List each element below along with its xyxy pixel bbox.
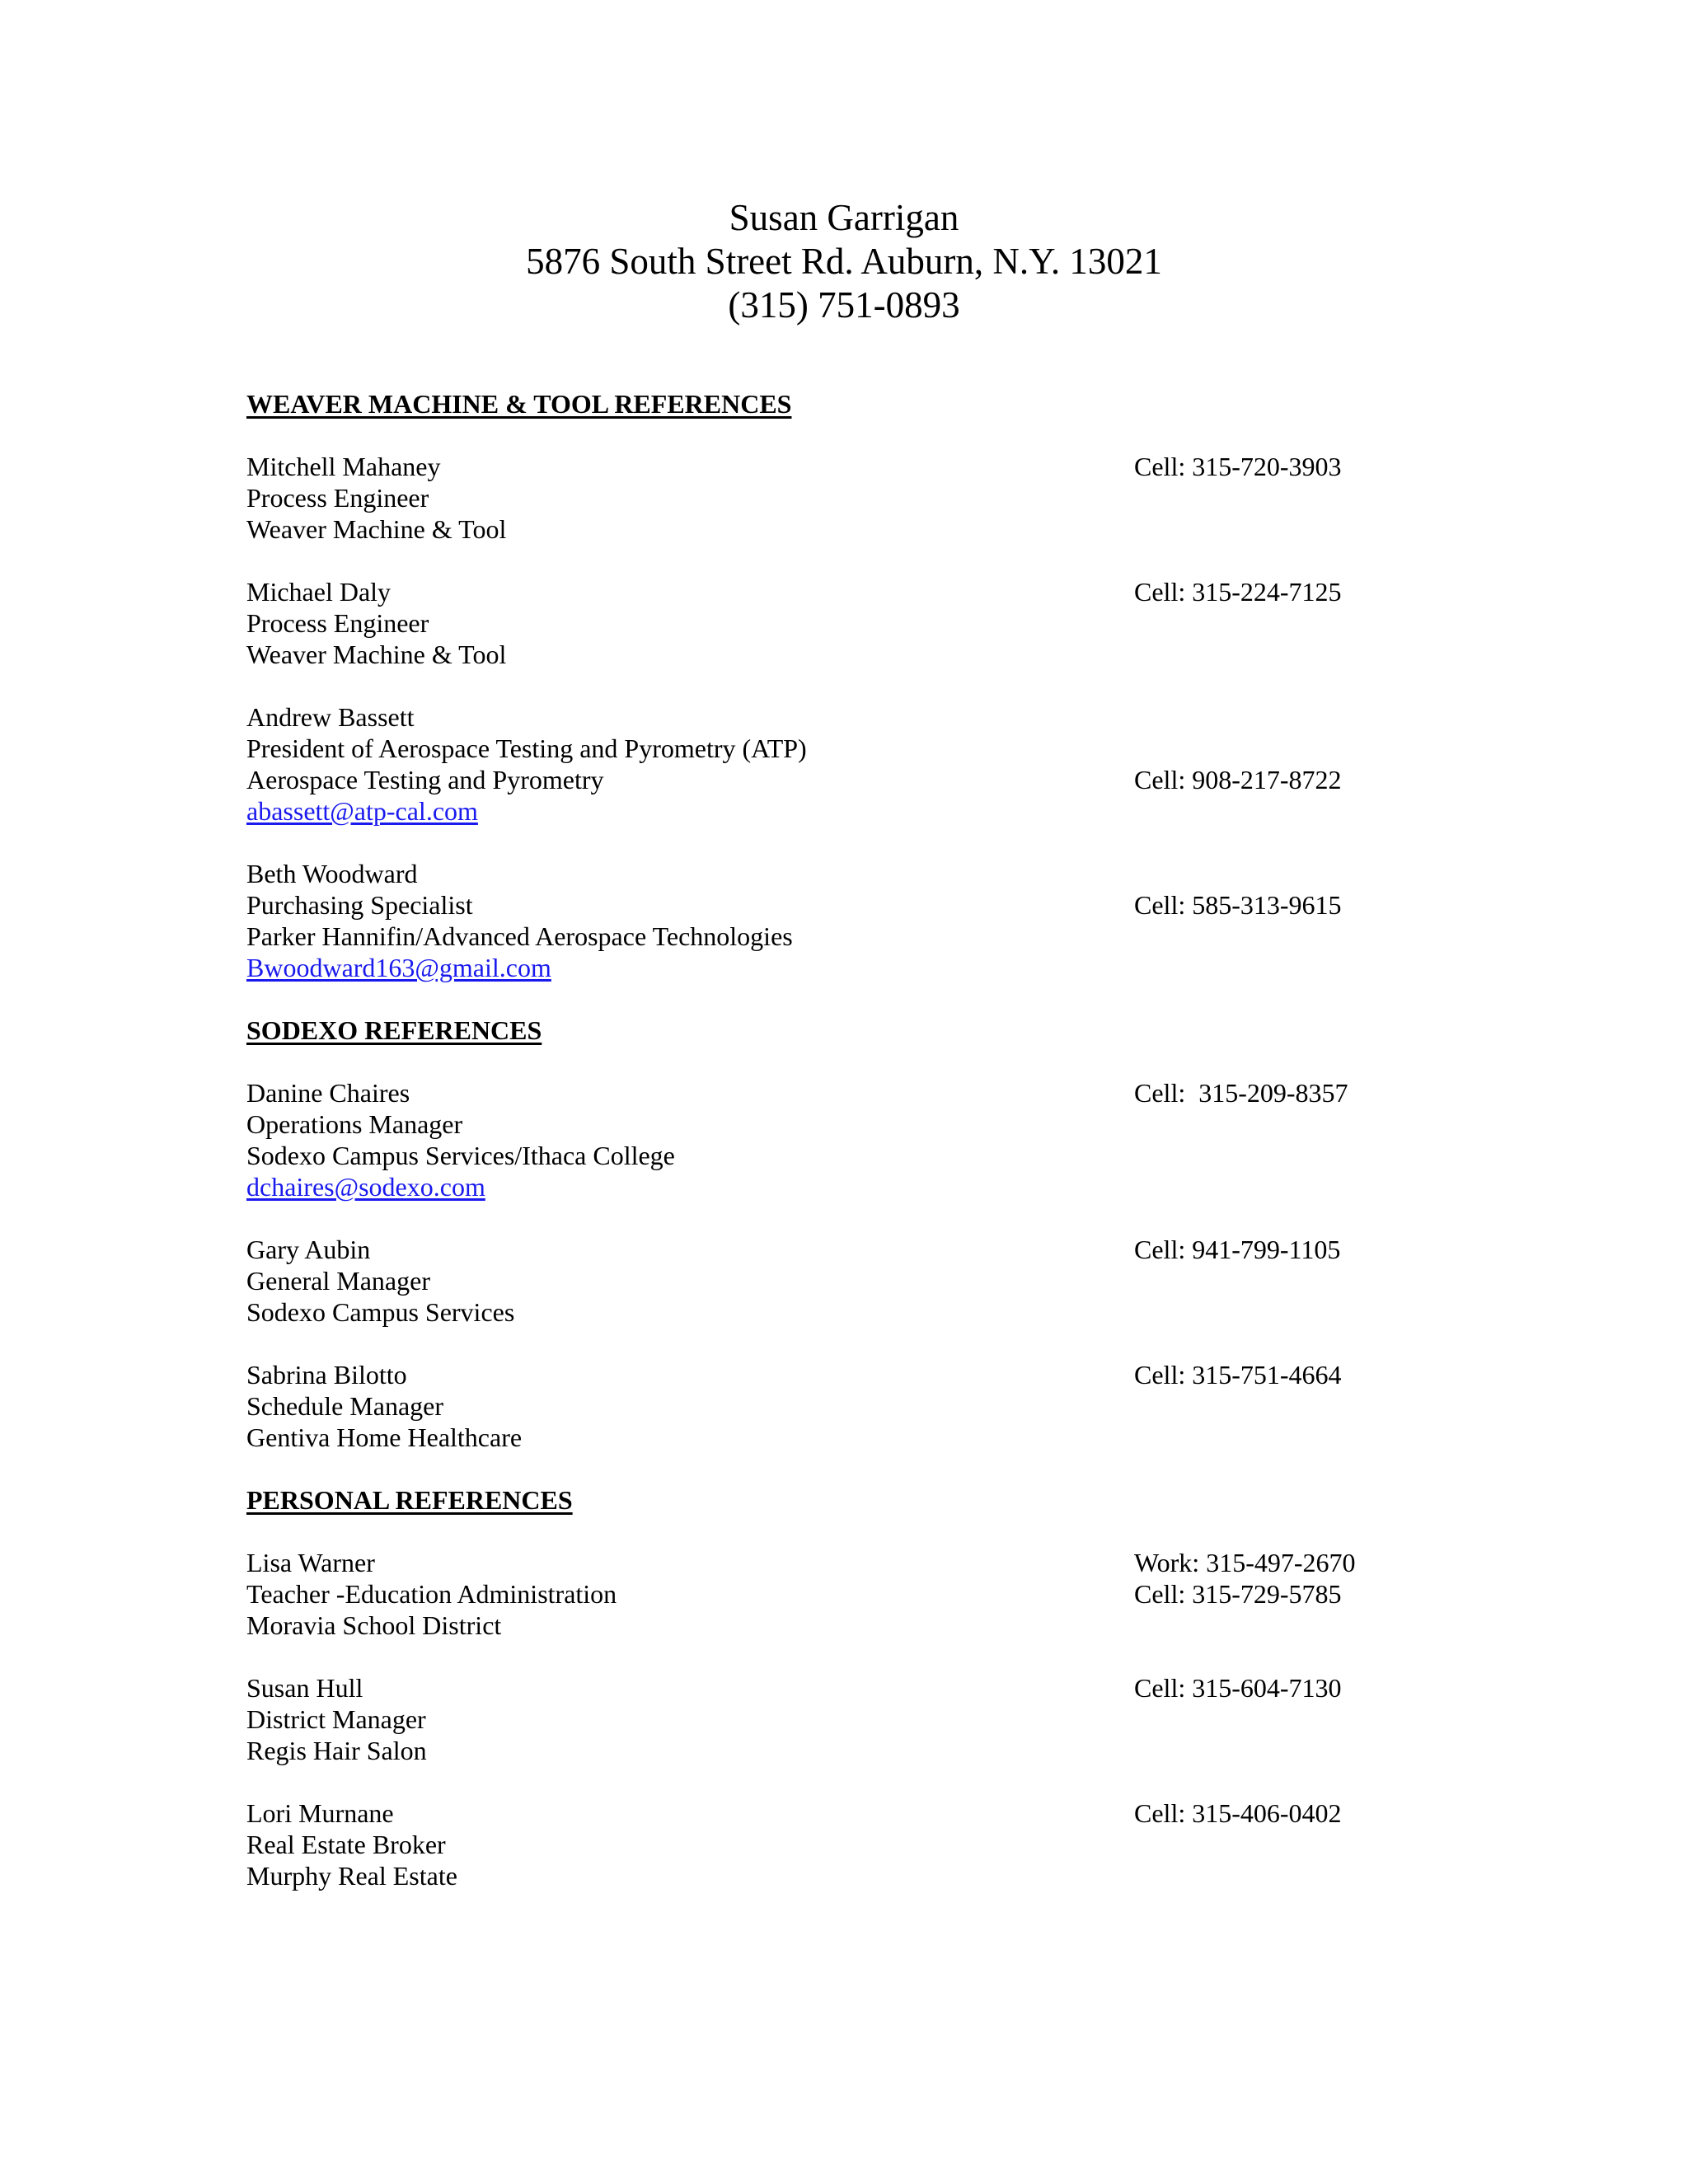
- reference-line: [246, 451, 1433, 482]
- reference-title: Real Estate Broker: [246, 1830, 446, 1859]
- reference-company: Weaver Machine & Tool: [246, 640, 507, 669]
- reference-title: Process Engineer: [246, 483, 429, 513]
- reference-phone: Cell: 315-209-8357: [1134, 1078, 1348, 1108]
- section-heading-personal: PERSONAL REFERENCES: [246, 1485, 573, 1515]
- reference-line: [246, 1108, 1433, 1140]
- reference-line: [246, 1735, 1433, 1766]
- reference-title: President of Aerospace Testing and Pyrometry (ATP): [246, 733, 807, 763]
- reference-line: [246, 576, 1433, 607]
- reference-title: Purchasing Specialist: [246, 890, 473, 920]
- reference-name: Lisa Warner: [246, 1548, 375, 1577]
- reference-company: Sodexo Campus Services: [246, 1297, 515, 1327]
- reference-line: [246, 733, 1433, 764]
- reference-entry: [246, 451, 1433, 545]
- reference-line: [246, 1704, 1433, 1735]
- reference-entry: [246, 1797, 1433, 1891]
- reference-entry: [246, 1672, 1433, 1766]
- reference-line: [246, 795, 1433, 827]
- reference-company: Parker Hannifin/Advanced Aerospace Technologies: [246, 921, 793, 951]
- reference-line: [246, 1171, 1433, 1202]
- reference-company: Regis Hair Salon: [246, 1736, 427, 1765]
- reference-phone: Cell: 908-217-8722: [1134, 765, 1342, 794]
- reference-name: Lori Murnane: [246, 1798, 394, 1828]
- reference-company: Gentiva Home Healthcare: [246, 1422, 523, 1452]
- reference-line: [246, 1797, 1433, 1829]
- reference-line: [246, 1296, 1433, 1328]
- reference-company: Sodexo Campus Services/Ithaca College: [246, 1141, 675, 1170]
- contact-header: [0, 196, 1688, 327]
- reference-line: [246, 1578, 1433, 1610]
- reference-line: [246, 1829, 1433, 1860]
- reference-line: [246, 1234, 1433, 1265]
- reference-line: [246, 607, 1433, 639]
- reference-line: [246, 1422, 1433, 1453]
- reference-email-link[interactable]: dchaires@sodexo.com: [246, 1172, 485, 1202]
- reference-entry: [246, 576, 1433, 670]
- reference-line: [246, 921, 1433, 952]
- reference-name: Andrew Bassett: [246, 702, 415, 732]
- reference-phone: Cell: 315-751-4664: [1134, 1360, 1342, 1390]
- reference-line: [246, 1672, 1433, 1704]
- reference-company: Moravia School District: [246, 1610, 502, 1640]
- reference-phone: Cell: 315-604-7130: [1134, 1673, 1342, 1703]
- reference-entry: [246, 1234, 1433, 1328]
- reference-line: [246, 1140, 1433, 1171]
- reference-line: [246, 1390, 1433, 1422]
- reference-company: Murphy Real Estate: [246, 1861, 457, 1891]
- reference-line: [246, 1359, 1433, 1390]
- reference-title: Operations Manager: [246, 1109, 463, 1139]
- reference-email-link[interactable]: Bwoodward163@gmail.com: [246, 953, 551, 982]
- reference-phone: Cell: 315-729-5785: [1134, 1579, 1342, 1609]
- reference-phone: Cell: 315-224-7125: [1134, 577, 1342, 607]
- reference-title: General Manager: [246, 1266, 430, 1296]
- reference-phone: Cell: 941-799-1105: [1134, 1235, 1341, 1264]
- references-body: [246, 388, 1433, 1891]
- reference-entry: [246, 1077, 1433, 1202]
- reference-phone: Cell: 315-720-3903: [1134, 452, 1342, 481]
- reference-title: Process Engineer: [246, 608, 429, 638]
- reference-title: Schedule Manager: [246, 1391, 444, 1421]
- reference-phone: Cell: 315-406-0402: [1134, 1798, 1342, 1828]
- reference-line: [246, 639, 1433, 670]
- section-heading-sodexo: SODEXO REFERENCES: [246, 1015, 542, 1045]
- reference-line: [246, 858, 1433, 889]
- reference-name: Beth Woodward: [246, 859, 418, 888]
- reference-title: Teacher -Education Administration: [246, 1579, 617, 1609]
- reference-line: [246, 1265, 1433, 1296]
- reference-entry: [246, 701, 1433, 827]
- reference-name: Susan Hull: [246, 1673, 363, 1703]
- reference-entry: [246, 1359, 1433, 1453]
- reference-title: District Manager: [246, 1704, 426, 1734]
- reference-entry: [246, 858, 1433, 983]
- reference-phone: Work: 315-497-2670: [1134, 1548, 1356, 1577]
- reference-line: [246, 1547, 1433, 1578]
- reference-name: Sabrina Bilotto: [246, 1360, 407, 1390]
- reference-line: [246, 764, 1433, 795]
- reference-name: Mitchell Mahaney: [246, 452, 441, 481]
- reference-name: Danine Chaires: [246, 1078, 410, 1108]
- reference-company: Aerospace Testing and Pyrometry: [246, 765, 604, 794]
- reference-line: [246, 1077, 1433, 1108]
- reference-name: Gary Aubin: [246, 1235, 371, 1264]
- reference-line: [246, 1860, 1433, 1891]
- reference-line: [246, 952, 1433, 983]
- reference-line: [246, 513, 1433, 545]
- reference-line: [246, 889, 1433, 921]
- reference-phone: Cell: 585-313-9615: [1134, 890, 1342, 920]
- section-heading-weaver: WEAVER MACHINE & TOOL REFERENCES: [246, 389, 792, 419]
- reference-line: [246, 701, 1433, 733]
- applicant-address: 5876 South Street Rd. Auburn, N.Y. 13021: [526, 241, 1162, 282]
- reference-line: [246, 1610, 1433, 1641]
- applicant-phone: (315) 751-0893: [728, 284, 960, 326]
- reference-entry: [246, 1547, 1433, 1641]
- reference-company: Weaver Machine & Tool: [246, 514, 507, 544]
- reference-line: [246, 482, 1433, 513]
- applicant-name: Susan Garrigan: [729, 197, 959, 238]
- reference-email-link[interactable]: abassett@atp-cal.com: [246, 796, 478, 826]
- reference-name: Michael Daly: [246, 577, 392, 607]
